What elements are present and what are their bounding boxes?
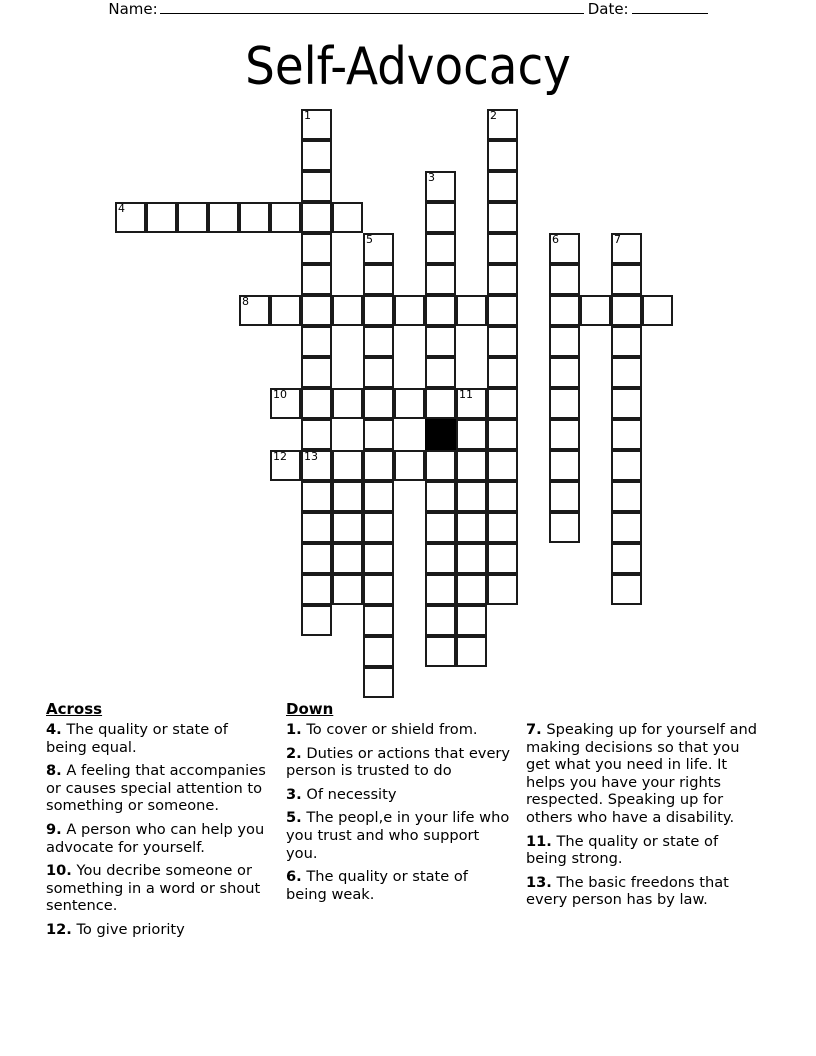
crossword-cell[interactable] (487, 481, 518, 512)
crossword-cell[interactable] (456, 636, 487, 667)
clue-text: The quality or state of being weak. (286, 868, 468, 903)
crossword-cell[interactable] (487, 264, 518, 295)
crossword-cell[interactable] (332, 574, 363, 605)
clue-number: 6. (286, 868, 302, 886)
crossword-cell[interactable] (363, 512, 394, 543)
clue-column-spacer (526, 700, 760, 721)
crossword-cell[interactable] (363, 388, 394, 419)
crossword-cell[interactable] (611, 295, 642, 326)
crossword-cell[interactable] (549, 388, 580, 419)
crossword-cell[interactable] (549, 419, 580, 450)
crossword-cell[interactable] (332, 481, 363, 512)
clue-text: Speaking up for yourself and making decisions so that you get what you need in life. It helps you have your rights respected. Speaking up for others who have a disability. (526, 721, 757, 826)
crossword-cell[interactable] (301, 574, 332, 605)
crossword-cell[interactable] (487, 202, 518, 233)
crossword-cell[interactable] (301, 295, 332, 326)
crossword-cell[interactable] (425, 636, 456, 667)
crossword-cell[interactable] (549, 295, 580, 326)
cell-number: 10 (273, 388, 287, 401)
cell-number: 3 (428, 171, 435, 184)
down-clue-item (286, 721, 512, 739)
cell-number: 11 (459, 388, 473, 401)
clue-number: 8. (46, 762, 62, 780)
crossword-cell[interactable] (301, 512, 332, 543)
crossword-cell[interactable] (270, 388, 301, 419)
crossword-cell[interactable] (549, 481, 580, 512)
crossword-cell[interactable] (611, 450, 642, 481)
crossword-cell[interactable] (487, 171, 518, 202)
crossword-cell[interactable] (332, 388, 363, 419)
crossword-cell[interactable] (301, 171, 332, 202)
cell-number: 4 (118, 202, 125, 215)
crossword-cell[interactable] (549, 512, 580, 543)
crossword-cell[interactable] (363, 357, 394, 388)
crossword-cell[interactable] (363, 295, 394, 326)
crossword-cell[interactable] (177, 202, 208, 233)
crossword-cell[interactable] (115, 202, 146, 233)
crossword-cell[interactable] (301, 109, 332, 140)
crossword-cell[interactable] (487, 419, 518, 450)
across-clue-list (46, 721, 272, 939)
crossword-cell[interactable] (332, 202, 363, 233)
cell-number: 1 (304, 109, 311, 122)
crossword-cell[interactable] (456, 543, 487, 574)
crossword-cell[interactable] (549, 357, 580, 388)
crossword-cell[interactable] (487, 388, 518, 419)
cell-number: 8 (242, 295, 249, 308)
crossword-cell[interactable] (487, 233, 518, 264)
clue-number: 13. (526, 873, 552, 891)
page-title: Self-Advocacy (245, 37, 571, 97)
crossword-cell[interactable] (425, 202, 456, 233)
crossword-cell[interactable] (487, 295, 518, 326)
crossword-cell[interactable] (301, 264, 332, 295)
crossword-cell[interactable] (611, 326, 642, 357)
crossword-cell[interactable] (425, 295, 456, 326)
clue-text: Duties or actions that every person is trusted to do (286, 744, 511, 780)
crossword-cell[interactable] (363, 450, 394, 481)
across-clue-item (46, 721, 272, 756)
crossword-cell[interactable] (425, 481, 456, 512)
clue-text: The peopl,e in your life who you trust and who support you. (286, 809, 510, 862)
crossword-cell[interactable] (611, 419, 642, 450)
crossword-cell[interactable] (642, 295, 673, 326)
down-clue-item (526, 874, 760, 909)
clue-text: Of necessity (301, 785, 397, 803)
crossword-cell[interactable] (456, 419, 487, 450)
crossword-cell[interactable] (611, 574, 642, 605)
clue-text: The quality or state of being equal. (46, 721, 228, 756)
cell-number: 7 (614, 233, 621, 246)
cell-number: 2 (490, 109, 497, 122)
crossword-cell[interactable] (301, 388, 332, 419)
down-clue-list-first (286, 721, 512, 903)
crossword-cell[interactable] (611, 481, 642, 512)
clue-number: 10. (46, 862, 72, 880)
crossword-cell[interactable] (611, 357, 642, 388)
crossword-cell[interactable] (301, 605, 332, 636)
clue-number: 9. (46, 820, 62, 838)
crossword-cell[interactable] (363, 481, 394, 512)
crossword-cell[interactable] (363, 419, 394, 450)
crossword-cell[interactable] (487, 450, 518, 481)
crossword-cell[interactable] (611, 233, 642, 264)
crossword-cell[interactable] (301, 450, 332, 481)
crossword-cell[interactable] (456, 450, 487, 481)
crossword-cell[interactable] (301, 357, 332, 388)
crossword-cell[interactable] (301, 140, 332, 171)
crossword-cell[interactable] (549, 450, 580, 481)
crossword-cell[interactable] (549, 233, 580, 264)
clues-column-down-overflow (526, 700, 774, 980)
crossword-cell[interactable] (456, 388, 487, 419)
crossword-cell[interactable] (425, 233, 456, 264)
crossword-cell[interactable] (611, 264, 642, 295)
clue-number: 1. (286, 721, 302, 738)
crossword-cell[interactable] (487, 357, 518, 388)
clue-text: The quality or state of being strong. (526, 832, 719, 868)
clue-number: 11. (526, 832, 552, 850)
crossword-cell[interactable] (425, 264, 456, 295)
clue-number: 5. (286, 809, 302, 827)
clue-number: 4. (46, 721, 62, 738)
crossword-cell[interactable] (301, 543, 332, 574)
down-clue-item (286, 868, 512, 903)
cell-number: 12 (273, 450, 287, 463)
crossword-cell[interactable] (363, 233, 394, 264)
crossword-cell[interactable] (301, 326, 332, 357)
across-clue-item (46, 921, 272, 939)
crossword-cell[interactable] (611, 388, 642, 419)
clues-column-across (46, 700, 286, 980)
name-label: Name: (108, 0, 158, 18)
crossword-cell[interactable] (301, 202, 332, 233)
crossword-cell[interactable] (425, 543, 456, 574)
crossword-cell[interactable] (301, 419, 332, 450)
crossword-cell[interactable] (456, 512, 487, 543)
crossword-cell[interactable] (146, 202, 177, 233)
crossword-cell[interactable] (611, 512, 642, 543)
crossword-cell[interactable] (301, 481, 332, 512)
crossword-cell[interactable] (580, 295, 611, 326)
clue-number: 2. (286, 744, 302, 762)
clue-text: You decribe someone or something in a word or shout sentence. (46, 862, 261, 915)
down-heading: Down (286, 700, 334, 718)
crossword-cell[interactable] (394, 388, 425, 419)
crossword-cell[interactable] (425, 450, 456, 481)
clue-text: To cover or shield from. (301, 721, 478, 738)
date-label: Date: (587, 0, 629, 18)
crossword-cell[interactable] (487, 109, 518, 140)
crossword-cell[interactable] (549, 326, 580, 357)
cell-number: 5 (366, 233, 373, 246)
crossword-cell[interactable] (363, 326, 394, 357)
crossword-cell[interactable] (549, 264, 580, 295)
crossword-cell[interactable] (487, 140, 518, 171)
crossword-cell[interactable] (456, 295, 487, 326)
crossword-cell[interactable] (394, 450, 425, 481)
crossword-cell[interactable] (363, 543, 394, 574)
down-clue-item (286, 745, 512, 780)
clue-text: A person who can help you advocate for yourself. (46, 820, 265, 856)
across-clue-item (46, 762, 272, 815)
crossword-cell[interactable] (301, 233, 332, 264)
crossword-cell[interactable] (208, 202, 239, 233)
crossword-cell[interactable] (425, 326, 456, 357)
crossword-cell[interactable] (394, 295, 425, 326)
clue-text: The basic freedons that every person has by law. (526, 873, 729, 909)
crossword-cell[interactable] (425, 512, 456, 543)
clue-text: A feeling that accompanies or causes special attention to something or someone. (46, 762, 266, 815)
across-heading: Across (46, 700, 103, 718)
cell-number: 6 (552, 233, 559, 246)
crossword-cell[interactable] (611, 543, 642, 574)
down-clue-item (526, 833, 760, 868)
crossword-cell[interactable] (332, 512, 363, 543)
crossword-cell[interactable] (270, 450, 301, 481)
crossword-cell[interactable] (270, 295, 301, 326)
crossword-cell[interactable] (425, 605, 456, 636)
down-clue-item (286, 786, 512, 804)
clue-number: 12. (46, 920, 72, 938)
across-clue-item (46, 821, 272, 856)
crossword-cell[interactable] (239, 202, 270, 233)
crossword-cell[interactable] (363, 264, 394, 295)
crossword-cell[interactable] (363, 636, 394, 667)
crossword-cell[interactable] (363, 605, 394, 636)
down-clue-item (286, 809, 512, 862)
crossword-cell[interactable] (487, 574, 518, 605)
crossword-block-cell (425, 419, 456, 450)
down-clue-item (526, 721, 760, 827)
crossword-cell[interactable] (425, 171, 456, 202)
cell-number: 13 (304, 450, 318, 463)
crossword-cell[interactable] (456, 605, 487, 636)
crossword-cell[interactable] (425, 388, 456, 419)
crossword-cell[interactable] (425, 574, 456, 605)
crossword-cell[interactable] (332, 295, 363, 326)
crossword-cell[interactable] (456, 481, 487, 512)
crossword-cell[interactable] (487, 326, 518, 357)
clue-number: 3. (286, 785, 302, 803)
crossword-cell[interactable] (270, 202, 301, 233)
crossword-cell[interactable] (332, 543, 363, 574)
across-clue-item (46, 862, 272, 915)
crossword-cell[interactable] (456, 574, 487, 605)
crossword-cell[interactable] (487, 543, 518, 574)
crossword-cell[interactable] (363, 574, 394, 605)
clues-section (46, 700, 786, 980)
clue-text: To give priority (71, 920, 185, 938)
clues-column-down (286, 700, 526, 980)
crossword-cell[interactable] (425, 357, 456, 388)
crossword-cell[interactable] (487, 512, 518, 543)
down-clue-list-second (526, 721, 760, 909)
crossword-cell[interactable] (363, 667, 394, 698)
clue-number: 7. (526, 721, 542, 738)
crossword-cell[interactable] (239, 295, 270, 326)
crossword-cell[interactable] (332, 450, 363, 481)
